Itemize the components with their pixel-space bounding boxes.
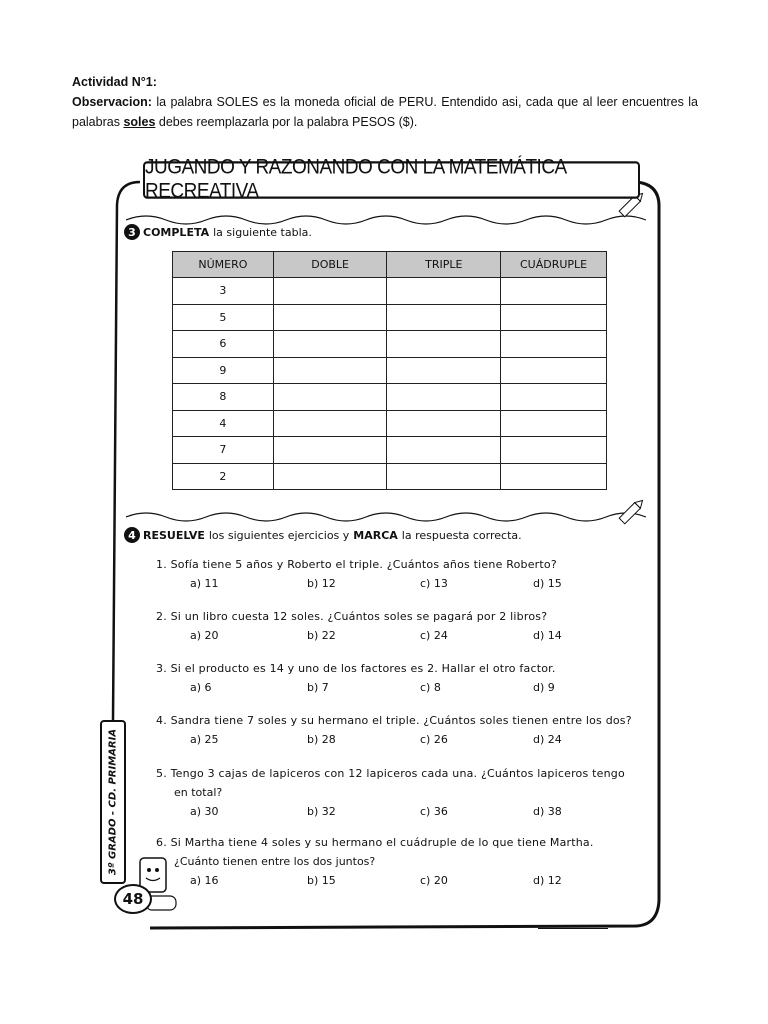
answer-option[interactable]: a) 11 bbox=[190, 577, 219, 590]
number-cell: 2 bbox=[173, 463, 274, 490]
table-row bbox=[173, 410, 607, 437]
answer-option[interactable]: c) 8 bbox=[420, 681, 441, 694]
answer-option[interactable]: c) 36 bbox=[420, 805, 448, 818]
answer-option[interactable]: c) 26 bbox=[420, 733, 448, 746]
table-row bbox=[173, 384, 607, 411]
answer-cell[interactable] bbox=[273, 437, 387, 464]
answer-cell[interactable] bbox=[387, 463, 501, 490]
answer-option[interactable]: b) 15 bbox=[307, 874, 336, 887]
header-triple: TRIPLE bbox=[387, 252, 501, 278]
section-4-text-2: la respuesta correcta. bbox=[401, 528, 522, 542]
table-row bbox=[173, 463, 607, 490]
answer-option[interactable]: d) 38 bbox=[533, 805, 562, 818]
worksheet-title: JUGANDO Y RAZONANDO CON LA MATEMÁTICA RECREATIVA bbox=[143, 161, 640, 198]
grade-label bbox=[100, 720, 126, 884]
number-cell: 5 bbox=[173, 304, 274, 331]
answer-option[interactable]: a) 20 bbox=[190, 629, 219, 642]
answer-cell[interactable] bbox=[387, 437, 501, 464]
answer-cell[interactable] bbox=[273, 410, 387, 437]
question-continuation: ¿Cuánto tienen entre los dos juntos? bbox=[174, 855, 376, 868]
table-row bbox=[173, 437, 607, 464]
answer-cell[interactable] bbox=[273, 278, 387, 305]
pencil-icon bbox=[619, 498, 645, 524]
answer-cell[interactable] bbox=[387, 410, 501, 437]
table-row bbox=[173, 331, 607, 358]
table-row bbox=[173, 278, 607, 305]
answer-option[interactable]: b) 32 bbox=[307, 805, 336, 818]
header-numero: NÚMERO bbox=[173, 252, 274, 278]
answer-cell[interactable] bbox=[273, 357, 387, 384]
answer-option[interactable]: a) 25 bbox=[190, 733, 219, 746]
number-cell: 6 bbox=[173, 331, 274, 358]
number-cell: 7 bbox=[173, 437, 274, 464]
section-4-number: 4 bbox=[124, 527, 140, 543]
answer-cell[interactable] bbox=[501, 384, 607, 411]
table-row bbox=[173, 304, 607, 331]
section-3-instruction: la siguiente tabla. bbox=[213, 225, 312, 239]
answer-cell[interactable] bbox=[501, 437, 607, 464]
question-text: 4. Sandra tiene 7 soles y su hermano el triple. ¿Cuántos soles tienen entre los dos? bbox=[156, 714, 632, 727]
number-cell: 8 bbox=[173, 384, 274, 411]
question-continuation: en total? bbox=[174, 786, 223, 799]
observation-text-2: debes reemplazarla por la palabra PESOS ($). bbox=[155, 115, 418, 129]
answer-option[interactable]: a) 16 bbox=[190, 874, 219, 887]
question-text: 6. Si Martha tiene 4 soles y su hermano el cuádruple de lo que tiene Martha. bbox=[156, 836, 594, 849]
answer-cell[interactable] bbox=[273, 463, 387, 490]
completion-table bbox=[172, 251, 607, 490]
answer-cell[interactable] bbox=[273, 384, 387, 411]
table-header-row bbox=[173, 252, 607, 278]
section-3-number: 3 bbox=[124, 224, 140, 240]
section-4-bold-resuelve: RESUELVE bbox=[143, 528, 205, 542]
answer-cell[interactable] bbox=[387, 331, 501, 358]
answer-cell[interactable] bbox=[501, 278, 607, 305]
answer-option[interactable]: c) 20 bbox=[420, 874, 448, 887]
answer-option[interactable]: b) 22 bbox=[307, 629, 336, 642]
answer-option[interactable]: a) 6 bbox=[190, 681, 212, 694]
grade-label-text: 3º GRADO - CD. PRIMARIA bbox=[107, 728, 119, 876]
header-cuadruple: CUÁDRUPLE bbox=[501, 252, 607, 278]
answer-cell[interactable] bbox=[501, 463, 607, 490]
answer-option[interactable]: c) 24 bbox=[420, 629, 448, 642]
answer-option[interactable]: b) 12 bbox=[307, 577, 336, 590]
answer-cell[interactable] bbox=[387, 384, 501, 411]
number-cell: 4 bbox=[173, 410, 274, 437]
section-4-heading bbox=[124, 527, 522, 543]
section-4-text-1: los siguientes ejercicios y bbox=[208, 528, 350, 542]
activity-title: Actividad N°1: bbox=[72, 75, 157, 89]
header-doble: DOBLE bbox=[273, 252, 387, 278]
number-cell: 3 bbox=[173, 278, 274, 305]
answer-option[interactable]: d) 15 bbox=[533, 577, 562, 590]
answer-cell[interactable] bbox=[501, 331, 607, 358]
answer-cell[interactable] bbox=[387, 304, 501, 331]
table-row bbox=[173, 357, 607, 384]
answer-option[interactable]: c) 13 bbox=[420, 577, 448, 590]
observation-text-1: la palabra SOLES es la moneda oficial de PERU. Entendido asi, cada que al leer encuentres la palabras bbox=[72, 95, 698, 129]
observation-underlined-word: soles bbox=[123, 115, 156, 129]
question-text: 1. Sofía tiene 5 años y Roberto el triple. ¿Cuántos años tiene Roberto? bbox=[156, 558, 557, 571]
section-4-bold-marca: MARCA bbox=[353, 528, 398, 542]
answer-cell[interactable] bbox=[273, 331, 387, 358]
observation-label: Observacion: bbox=[72, 95, 152, 109]
answer-option[interactable]: d) 24 bbox=[533, 733, 562, 746]
answer-cell[interactable] bbox=[273, 304, 387, 331]
question-text: 5. Tengo 3 cajas de lapiceros con 12 lapiceros cada una. ¿Cuántos lapiceros tengo bbox=[156, 767, 625, 780]
answer-option[interactable]: b) 28 bbox=[307, 733, 336, 746]
answer-option[interactable]: d) 14 bbox=[533, 629, 562, 642]
answer-option[interactable]: d) 12 bbox=[533, 874, 562, 887]
answer-option[interactable]: d) 9 bbox=[533, 681, 555, 694]
section-3-heading bbox=[124, 224, 312, 240]
answer-cell[interactable] bbox=[387, 278, 501, 305]
answer-option[interactable]: a) 30 bbox=[190, 805, 219, 818]
section-3-instruction-bold: COMPLETA bbox=[143, 225, 210, 239]
number-cell: 9 bbox=[173, 357, 274, 384]
answer-cell[interactable] bbox=[501, 304, 607, 331]
answer-cell[interactable] bbox=[501, 357, 607, 384]
answer-cell[interactable] bbox=[501, 410, 607, 437]
question-text: 2. Si un libro cuesta 12 soles. ¿Cuántos soles se pagará por 2 libros? bbox=[156, 610, 548, 623]
answer-cell[interactable] bbox=[387, 357, 501, 384]
answer-line bbox=[538, 928, 608, 929]
question-text: 3. Si el producto es 14 y uno de los factores es 2. Hallar el otro factor. bbox=[156, 662, 556, 675]
page-number: 48 bbox=[114, 884, 152, 914]
answer-option[interactable]: b) 7 bbox=[307, 681, 329, 694]
